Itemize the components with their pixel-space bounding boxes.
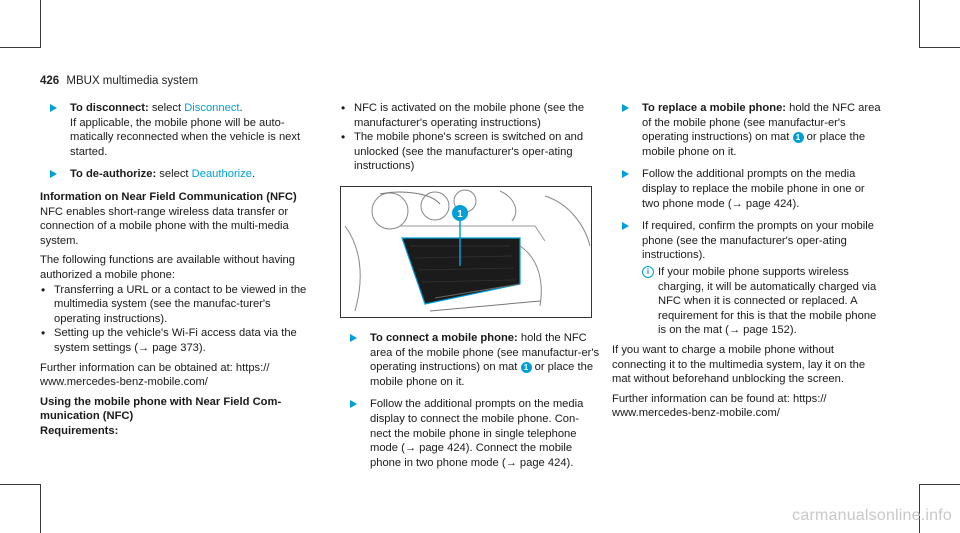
callout-number: 1 bbox=[457, 208, 463, 220]
column-3 bbox=[612, 101, 884, 426]
step-deauthorize: To de-authorize: select Deauthorize. bbox=[40, 167, 310, 182]
step-arrow-icon bbox=[622, 104, 629, 112]
section-heading-nfc: Information on Near Field Communication (NFC) bbox=[40, 190, 297, 203]
functions-intro: The following functions are available without having authorized a mobile phone: bbox=[40, 254, 295, 281]
crop-mark bbox=[40, 0, 41, 48]
crop-mark bbox=[919, 0, 920, 48]
step-arrow-icon bbox=[350, 334, 357, 342]
column-2 bbox=[340, 101, 600, 478]
step-confirm: If required, confirm the prompts on your mobile phone (see the manufacturer's oper-ating instructions). i If your mobile phone supports wireless charging, it will be automatically charged via NFC when it is connected or replaced. A requirement for this is that the mobile phone is on the mat (→ page 152). bbox=[612, 219, 884, 338]
step-follow-connect: Follow the additional prompts on the media display to connect the mobile phone. Con-nect the mobile phone in single telephone mode (→ page 424). Connect the mobile phone in two phone mode (→ page 424). bbox=[340, 397, 600, 470]
step-replace: To replace a mobile phone: hold the NFC area of the mobile phone (see manufactur-er's operating instructions) on mat 1 or place the mobile phone on it. bbox=[612, 101, 884, 159]
requirements-label: Requirements: bbox=[40, 424, 119, 437]
step-follow-replace: Follow the additional prompts on the media display to replace the mobile phone in one or two phone mode (→ page 424). bbox=[612, 167, 884, 211]
info-icon: i bbox=[642, 266, 654, 278]
further-info: Further information can be found at: https:// www.mercedes-benz-mobile.com/ bbox=[612, 392, 827, 420]
step-arrow-icon bbox=[622, 222, 629, 230]
mat-badge: 1 bbox=[793, 132, 804, 143]
step-connect: To connect a mobile phone: hold the NFC area of the mobile phone (see manufactur-er's operating instructions) on mat 1 or place the mobile phone on it. bbox=[340, 331, 600, 389]
crop-mark bbox=[919, 47, 960, 48]
crop-mark bbox=[0, 484, 40, 485]
nfc-intro: NFC enables short-range wireless data transfer or connection of a mobile phone with the multi-media system. bbox=[40, 205, 289, 247]
console-illustration bbox=[340, 186, 592, 318]
column-1 bbox=[40, 101, 310, 438]
list-item: • Transferring a URL or a contact to be viewed in the multimedia system (see the manufac-turer's operating instructions). bbox=[41, 282, 307, 325]
page-number: 426 bbox=[40, 75, 60, 87]
step-arrow-icon bbox=[350, 400, 357, 408]
step-arrow-icon bbox=[50, 170, 57, 178]
page-title: MBUX multimedia system bbox=[66, 75, 199, 87]
info-note: i If your mobile phone supports wireless charging, it will be automatically charged via NFC when it is connected or replaced. A requirement for this is that the mobile phone is on the mat (→ page 152). bbox=[642, 265, 884, 338]
crop-mark bbox=[40, 484, 41, 533]
disconnect-link[interactable]: Disconnect bbox=[184, 102, 240, 114]
step-arrow-icon bbox=[50, 104, 57, 112]
page-header bbox=[40, 75, 198, 87]
section-heading-using-nfc: Using the mobile phone with Near Field Com-munication (NFC) bbox=[40, 395, 282, 423]
watermark: carmanualsonline.info bbox=[792, 507, 952, 524]
mat-badge: 1 bbox=[521, 362, 532, 373]
further-info: Further information can be obtained at: https:// www.mercedes-benz-mobile.com/ bbox=[40, 361, 270, 389]
list-item: • Setting up the vehicle's Wi-Fi access data via the system settings (→ page 373). bbox=[41, 326, 297, 354]
nfc-mat-illustration bbox=[340, 186, 592, 318]
step-arrow-icon bbox=[622, 170, 629, 178]
deauthorize-link[interactable]: Deauthorize bbox=[191, 168, 252, 181]
step-disconnect: To disconnect: select Disconnect. If applicable, the mobile phone will be auto-matically reconnected when the vehicle is next started. bbox=[40, 101, 310, 159]
list-item: • NFC is activated on the mobile phone (see the manufacturer's operating instructions) bbox=[341, 101, 585, 129]
crop-mark bbox=[919, 484, 960, 485]
list-item: • The mobile phone's screen is switched on and unlocked (see the manufacturer's oper-ating instructions) bbox=[341, 130, 584, 173]
charge-info: If you want to charge a mobile phone without connecting it to the multimedia system, lay it on the mat without beforehand unblocking the screen. bbox=[612, 343, 866, 386]
crop-mark bbox=[0, 47, 40, 48]
